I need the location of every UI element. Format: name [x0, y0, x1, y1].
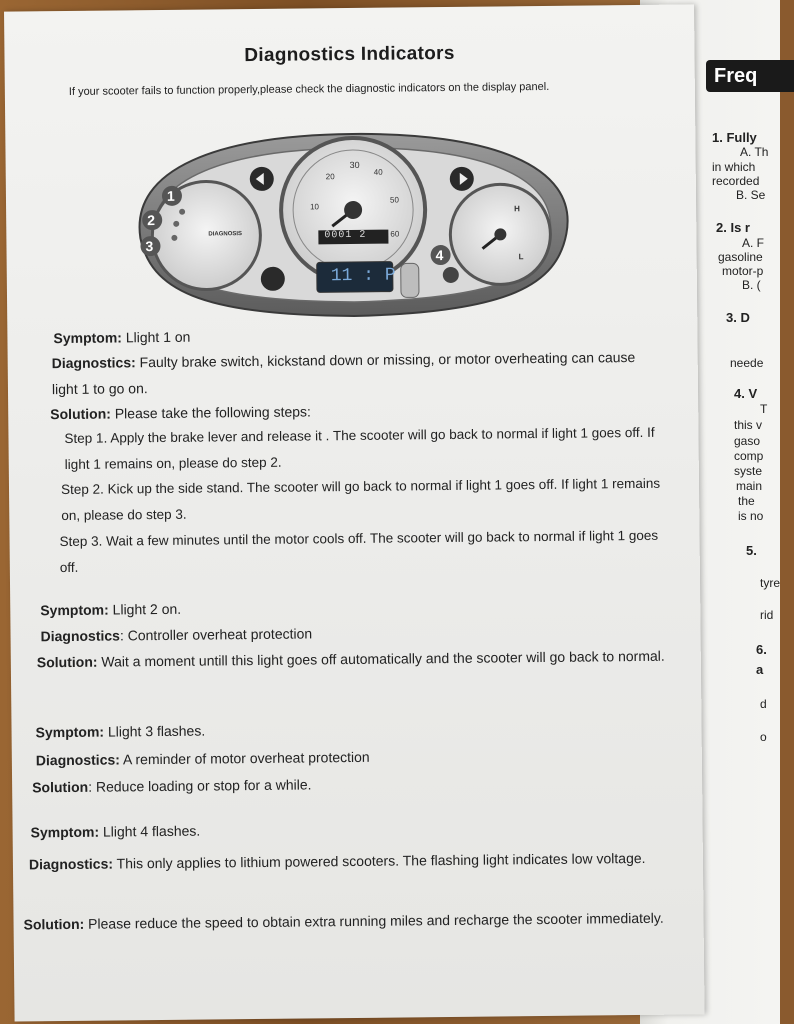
faq-line: a [756, 662, 764, 677]
diagnostics-text: : Controller overheat protection [119, 625, 313, 644]
intro-text: If your scooter fails to function properly,please check the diagnostic indicators on the display panel. [68, 80, 550, 98]
faq-line: syste [734, 464, 763, 478]
faq-header: Freq [706, 60, 794, 92]
faq-line: 4. V [734, 386, 758, 401]
callout-3: 3 [145, 238, 154, 255]
faq-line: is no [738, 509, 764, 523]
faq-line: 6. [756, 642, 767, 657]
diagnostics-text: A reminder of motor overheat protection [119, 748, 370, 768]
diagnostics-3 [36, 744, 370, 773]
solution-3 [32, 771, 312, 800]
faq-line: motor-p [722, 264, 764, 278]
speed-mark: 30 [349, 159, 360, 171]
faq-line: the [738, 494, 755, 508]
solution-text: Please take the following steps: [110, 403, 311, 422]
symptom-2 [40, 596, 181, 623]
manual-page [4, 4, 705, 1021]
faq-line: B. Se [736, 188, 766, 202]
faq-line: recorded [712, 174, 760, 188]
solution-2 [37, 643, 677, 676]
speed-mark: 20 [325, 172, 335, 182]
faq-line: d [760, 697, 767, 711]
solution-label: Solution: [50, 405, 111, 423]
diagnostics-1 [52, 344, 663, 402]
faq-line: neede [730, 356, 764, 370]
faq-line: o [760, 730, 767, 744]
diagnostics-label: Diagnostics: [51, 354, 136, 372]
symptom-label: Symptom: [30, 823, 100, 841]
faq-line: T [760, 402, 768, 416]
faq-line: 5. [746, 543, 757, 558]
dashboard-drawing [109, 123, 597, 324]
solution-4 [23, 904, 697, 937]
fuel-l: L [518, 252, 524, 262]
diagnostics-label: Diagnostics [40, 627, 121, 645]
diagnostics-label: Diagnostics: [35, 751, 120, 769]
faq-line: A. Th [740, 145, 769, 159]
faq-line: main [736, 479, 763, 493]
faq-line: gaso [734, 434, 761, 448]
callout-2: 2 [147, 212, 156, 229]
symptom-text: Llight 3 flashes. [103, 722, 206, 740]
symptom-4 [30, 818, 200, 846]
symptom-label: Symptom: [53, 329, 122, 347]
diagnostics-4 [29, 844, 689, 877]
page-title: Diagnostics Indicators [244, 42, 455, 67]
speed-mark: 60 [390, 229, 400, 239]
faq-line: in which [712, 160, 756, 174]
symptom-text: Llight 2 on. [108, 600, 182, 618]
lcd-readout: 11 : P [330, 265, 396, 287]
odometer-readout: 0001 2 [324, 229, 367, 242]
faq-line: gasoline [718, 250, 763, 264]
solution-text: : Reduce loading or stop for a while. [88, 776, 312, 795]
speed-mark: 50 [389, 195, 399, 205]
diagnosis-label: DIAGNOSIS [208, 231, 243, 238]
faq-line: tyre [760, 576, 781, 590]
faq-line: rid [760, 608, 774, 622]
symptom-text: Llight 4 flashes. [98, 822, 201, 840]
diagnostics-text: Faulty brake switch, kickstand down or missing, or motor overheating can cause light 1 to go on. [51, 349, 636, 398]
faq-line: 2. Is r [716, 220, 750, 235]
step-1: Step 1. Apply the brake lever and release it . The scooter will go back to normal if light 1 goes off. If light 1 remains on, please do step 2. [64, 424, 655, 473]
diagnostics-text: This only applies to lithium powered scooters. The flashing light indicates low voltage. [112, 849, 646, 872]
callout-4: 4 [435, 247, 444, 264]
faq-line: A. F [742, 236, 765, 250]
solution-label: Solution: [36, 653, 98, 671]
solution-label: Solution: [23, 915, 85, 933]
step-2: Step 2. Kick up the side stand. The scooter will go back to normal if light 1 goes off. If light 1 remains on, please do step 3. [60, 475, 661, 524]
symptom-1 [53, 324, 190, 351]
dashboard-illustration [109, 123, 597, 324]
solution-text: Please reduce the speed to obtain extra running miles and recharge the scooter immediately. [84, 909, 664, 932]
speed-mark: 10 [310, 202, 320, 212]
faq-line: this v [734, 418, 763, 432]
diagnostics-2 [40, 620, 312, 649]
faq-line: B. ( [742, 278, 761, 292]
symptom-3 [35, 718, 205, 746]
symptom-label: Symptom: [40, 601, 109, 619]
callout-1: 1 [166, 187, 175, 204]
solution-label: Solution [32, 778, 89, 796]
symptom-label: Symptom: [35, 723, 105, 741]
solution-text: Wait a moment untill this light goes off automatically and the scooter will go back to normal. [97, 647, 665, 670]
faq-line: 3. D [726, 310, 750, 325]
diagnostics-label: Diagnostics: [28, 855, 114, 873]
symptom-text: Llight 1 on [121, 328, 191, 346]
step-3: Step 3. Wait a few minutes until the motor cools off. The scooter will go back to normal if light 1 goes off. [59, 527, 659, 576]
fuel-h: H [514, 204, 520, 214]
speed-mark: 40 [373, 167, 383, 177]
faq-line: 1. Fully [712, 130, 757, 145]
faq-line: comp [734, 449, 764, 463]
